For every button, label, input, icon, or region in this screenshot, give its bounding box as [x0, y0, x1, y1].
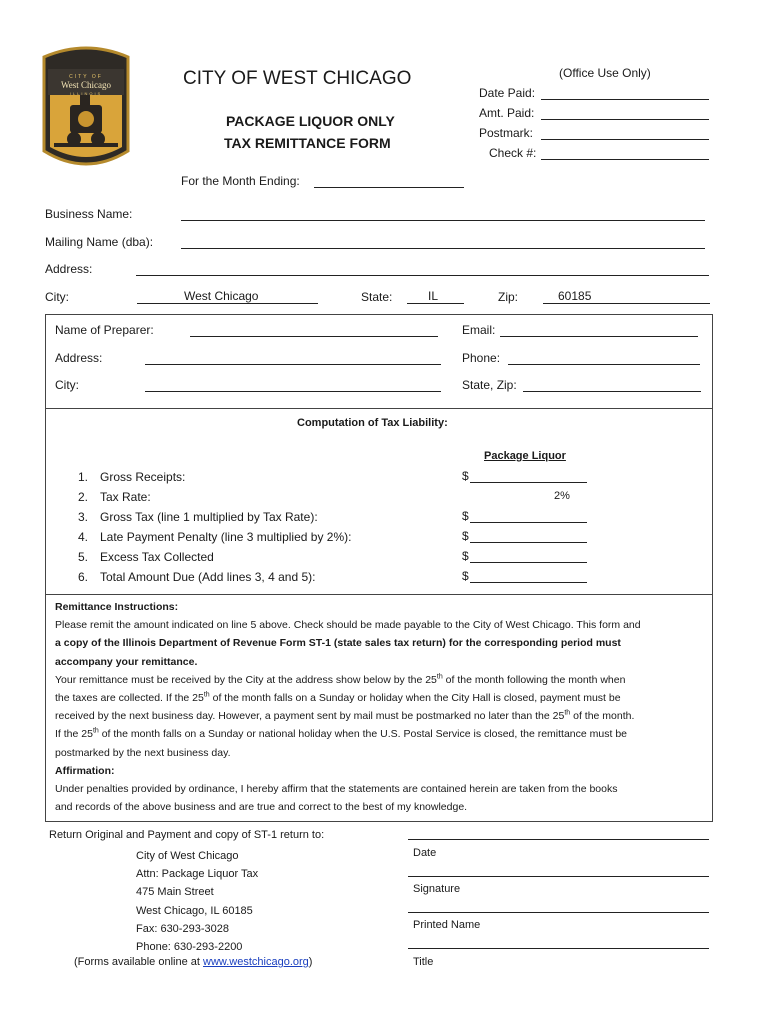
- return-to-label: Return Original and Payment and copy of ST-1 return to:: [49, 829, 325, 841]
- amt-paid-label: Amt. Paid:: [479, 106, 535, 120]
- address-line: Fax: 630-293-3028: [136, 922, 229, 935]
- line-1-currency: $: [462, 469, 469, 483]
- line-1-label: Gross Receipts:: [100, 470, 186, 484]
- date-paid-field[interactable]: [541, 86, 709, 100]
- preparer-name-field[interactable]: [190, 323, 438, 337]
- line-6-currency: $: [462, 569, 469, 583]
- line-2-number: 2.: [78, 490, 89, 504]
- signature-label: Signature: [413, 883, 461, 895]
- title-line[interactable]: [408, 948, 709, 949]
- preparer-phone-field[interactable]: [508, 351, 700, 365]
- preparer-address-label: Address:: [55, 351, 103, 365]
- line-1-number: 1.: [78, 470, 89, 484]
- address-label: Address:: [45, 262, 93, 276]
- line-5-field[interactable]: [470, 549, 587, 563]
- postmark-label: Postmark:: [479, 126, 534, 140]
- city-label: City:: [45, 290, 69, 304]
- logo-text-state: ILLINOIS: [69, 91, 103, 96]
- logo-text-name: West Chicago: [60, 80, 111, 90]
- remittance-p2-line-1: [55, 671, 707, 689]
- logo-text-city-of: CITY OF: [69, 74, 103, 80]
- line-5-currency: $: [462, 549, 469, 563]
- preparer-name-label: Name of Preparer:: [55, 323, 154, 337]
- mailing-name-label: Mailing Name (dba):: [45, 235, 154, 249]
- remittance-p1-a: Please remit the amount indicated on line 5 above. Check should be made payable to the City of West Chicago. This form and: [55, 619, 641, 632]
- address-field[interactable]: [136, 262, 709, 276]
- city-value: West Chicago: [184, 289, 259, 303]
- line-2-rate: 2%: [554, 490, 570, 502]
- check-number-field[interactable]: [541, 146, 709, 160]
- text-part: received by the next business day. However, a payment sent by mail must be postmarked no later than the 25: [55, 710, 565, 723]
- postmark-field[interactable]: [541, 126, 709, 140]
- state-value: IL: [428, 289, 439, 303]
- forms-online-note: [74, 956, 312, 968]
- printed-name-line[interactable]: [408, 912, 709, 913]
- remittance-text: [55, 598, 707, 816]
- text-part: the taxes are collected. If the 25: [55, 692, 204, 705]
- line-3-field[interactable]: [470, 509, 587, 523]
- return-address: [136, 847, 258, 956]
- business-name-label: Business Name:: [45, 207, 133, 221]
- line-5-number: 5.: [78, 550, 89, 564]
- address-line: Phone: 630-293-2200: [136, 941, 243, 954]
- month-ending-label: For the Month Ending:: [181, 174, 300, 188]
- address-line: Attn: Package Liquor Tax: [136, 868, 259, 881]
- superscript: th: [436, 673, 443, 681]
- address-line: 475 Main Street: [136, 886, 214, 899]
- line-6-label: Total Amount Due (Add lines 3, 4 and 5):: [100, 570, 316, 584]
- preparer-phone-label: Phone:: [462, 351, 501, 365]
- forms-suffix: ): [308, 956, 313, 968]
- superscript: th: [564, 709, 571, 717]
- form-title-line-2: TAX REMITTANCE FORM: [224, 135, 391, 151]
- zip-value: 60185: [558, 289, 592, 303]
- remittance-heading: Remittance Instructions:: [55, 601, 179, 613]
- line-4-currency: $: [462, 529, 469, 543]
- text-part: of the month following the month when: [442, 673, 626, 686]
- date-signature-line[interactable]: [408, 839, 709, 840]
- package-liquor-header: Package Liquor: [484, 450, 566, 462]
- form-title-line-1: PACKAGE LIQUOR ONLY: [226, 113, 395, 129]
- address-line: City of West Chicago: [136, 850, 239, 862]
- remittance-p1-c: accompany your remittance.: [55, 655, 198, 668]
- date-label: Date: [413, 847, 437, 859]
- text-part: If the 25: [55, 728, 93, 741]
- office-use-title: (Office Use Only): [559, 66, 651, 80]
- remittance-p1-b: a copy of the Illinois Department of Revenue Form ST-1 (state sales tax return) for the corresponding period must: [55, 637, 621, 650]
- preparer-email-field[interactable]: [500, 323, 698, 337]
- date-paid-label: Date Paid:: [479, 86, 536, 100]
- train-logo-icon: [40, 43, 132, 173]
- affirmation-line-2: and records of the above business and are true and correct to the best of my knowledge.: [55, 801, 468, 814]
- line-1-field[interactable]: [470, 469, 587, 483]
- line-4-label: Late Payment Penalty (line 3 multiplied by 2%):: [100, 530, 352, 544]
- business-name-field[interactable]: [181, 207, 705, 221]
- line-3-label: Gross Tax (line 1 multiplied by Tax Rate):: [100, 510, 318, 524]
- remittance-p2-line-4: [55, 725, 707, 743]
- mailing-name-field[interactable]: [181, 235, 705, 249]
- preparer-city-label: City:: [55, 378, 79, 392]
- address-line: West Chicago, IL 60185: [136, 904, 253, 917]
- preparer-address-field[interactable]: [145, 351, 441, 365]
- website-link[interactable]: www.westchicago.org: [203, 956, 309, 968]
- superscript: th: [203, 691, 210, 699]
- line-4-field[interactable]: [470, 529, 587, 543]
- check-number-label: Check #:: [489, 146, 537, 160]
- remittance-p2-line-5: postmarked by the next business day.: [55, 746, 231, 759]
- line-5-label: Excess Tax Collected: [100, 550, 214, 564]
- preparer-city-field[interactable]: [145, 378, 441, 392]
- title-label: Title: [413, 956, 434, 968]
- affirmation-line-1: Under penalties provided by ordinance, I hereby affirm that the statements are contained herein are taken from the books: [55, 783, 618, 796]
- text-part: Your remittance must be received by the City at the address show below by the 25: [55, 673, 437, 686]
- affirmation-heading: Affirmation:: [55, 764, 115, 777]
- text-part: of the month falls on a Sunday or national holiday when the U.S. Postal Service is closed, the remittance must be: [98, 728, 628, 741]
- signature-line[interactable]: [408, 876, 709, 877]
- line-2-label: Tax Rate:: [100, 490, 151, 504]
- line-3-number: 3.: [78, 510, 89, 524]
- line-6-field[interactable]: [470, 569, 587, 583]
- city-logo: [40, 43, 132, 173]
- forms-prefix: (Forms available online at: [74, 956, 204, 968]
- remittance-p2-line-2: [55, 689, 707, 707]
- text-part: of the month falls on a Sunday or holiday when the City Hall is closed, payment must be: [209, 692, 621, 705]
- preparer-state-zip-label: State, Zip:: [462, 378, 517, 392]
- preparer-state-zip-field[interactable]: [523, 378, 701, 392]
- text-part: of the month.: [570, 710, 635, 723]
- superscript: th: [92, 727, 99, 735]
- line-3-currency: $: [462, 509, 469, 523]
- month-ending-field[interactable]: [314, 174, 464, 188]
- preparer-email-label: Email:: [462, 323, 496, 337]
- zip-label: Zip:: [498, 290, 519, 304]
- state-label: State:: [361, 290, 393, 304]
- computation-title: Computation of Tax Liability:: [297, 417, 448, 429]
- city-title: CITY OF WEST CHICAGO: [183, 68, 412, 89]
- printed-name-label: Printed Name: [413, 919, 481, 931]
- amt-paid-field[interactable]: [541, 106, 709, 120]
- remittance-p2-line-3: [55, 707, 707, 725]
- line-4-number: 4.: [78, 530, 89, 544]
- line-6-number: 6.: [78, 570, 89, 584]
